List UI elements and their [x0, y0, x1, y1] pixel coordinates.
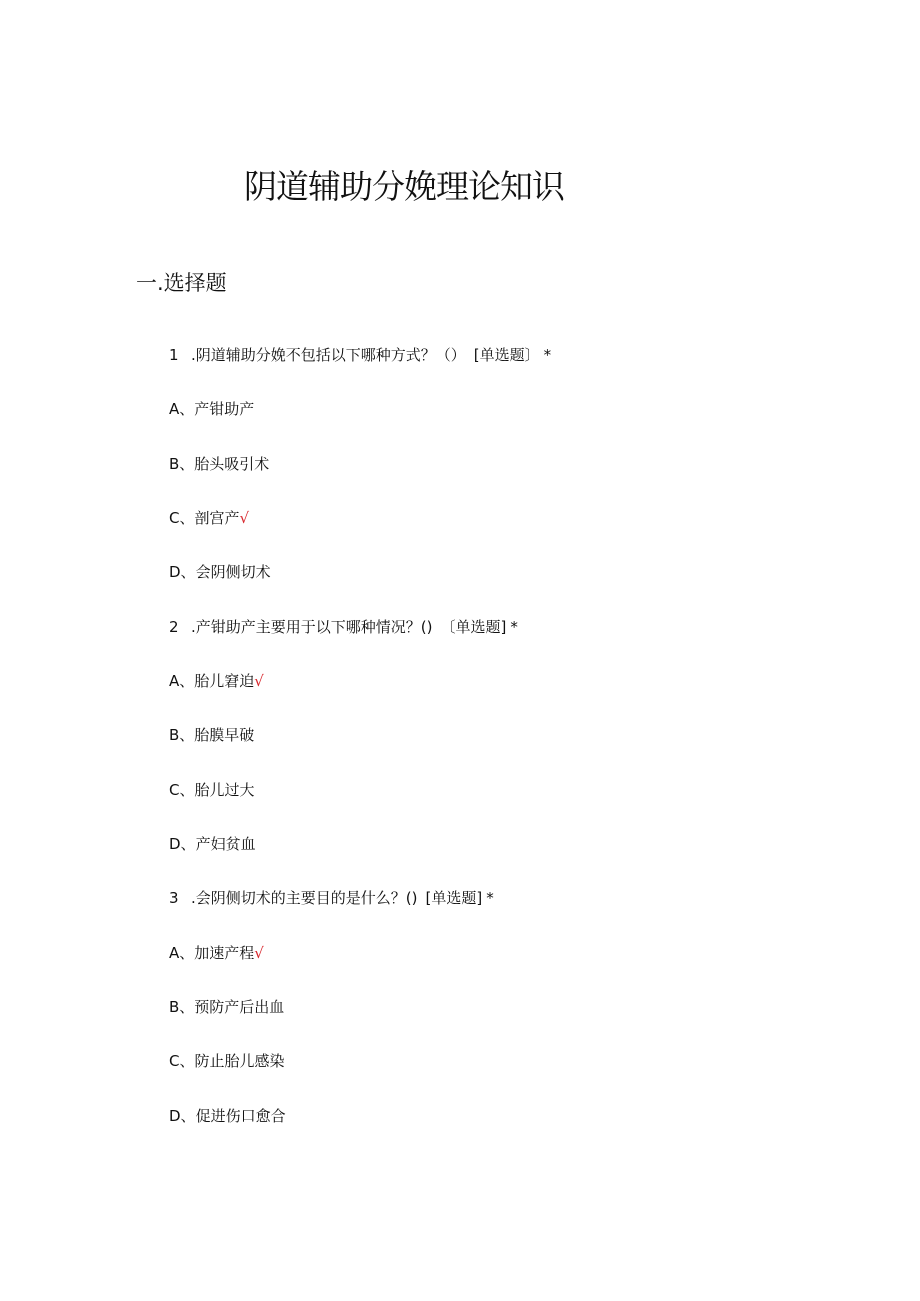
question-text: .会阴侧切术的主要目的是什么？(): [191, 889, 418, 907]
option-letter: B、: [169, 726, 195, 744]
option-text: 防止胎儿感染: [194, 1052, 285, 1070]
option-1-d: [169, 561, 271, 583]
option-text: 促进伤口愈合: [195, 1107, 286, 1125]
option-2-b: [169, 724, 254, 746]
question-type: [单选题]: [425, 889, 483, 907]
option-2-c: [169, 779, 255, 801]
question-type: 〔单选题]: [440, 618, 507, 636]
option-text: 剖宫产: [194, 509, 240, 527]
required-marker: *: [510, 618, 518, 636]
option-2-d: [169, 833, 256, 855]
option-3-b: [169, 996, 284, 1018]
option-1-c: [169, 507, 249, 529]
question-number: 1: [169, 346, 179, 364]
option-text: 会阴侧切术: [195, 563, 271, 581]
option-letter: B、: [169, 455, 195, 473]
required-marker: *: [486, 889, 494, 907]
option-text: 胎头吸引术: [194, 455, 270, 473]
option-letter: A、: [169, 944, 195, 962]
option-text: 胎儿过大: [194, 781, 255, 799]
question-1: [169, 344, 551, 366]
answer-check-mark: √: [254, 944, 264, 962]
option-letter: A、: [169, 672, 195, 690]
question-number: 2: [169, 618, 179, 636]
option-2-a: [169, 670, 264, 692]
question-number: 3: [169, 889, 179, 907]
option-1-b: [169, 453, 269, 475]
option-3-d: [169, 1105, 286, 1127]
option-letter: D、: [169, 1107, 196, 1125]
answer-check-mark: √: [239, 509, 250, 527]
option-letter: C、: [169, 781, 195, 799]
question-text: .阴道辅助分娩不包括以下哪种方式？（）: [191, 346, 466, 364]
option-text: 预防产后出血: [194, 998, 285, 1016]
option-letter: C、: [169, 509, 195, 527]
page-title: 阴道辅助分娩理论知识: [244, 167, 564, 206]
question-text: .产钳助产主要用于以下哪种情况？(): [191, 618, 433, 636]
option-1-a: [169, 398, 254, 420]
question-3: [169, 887, 494, 909]
answer-check-mark: √: [254, 672, 264, 690]
option-letter: A、: [169, 400, 195, 418]
question-2: [169, 616, 518, 638]
option-3-c: [169, 1050, 285, 1072]
option-text: 加速产程: [194, 944, 255, 962]
option-text: 胎儿窘迫: [194, 672, 255, 690]
option-text: 产钳助产: [194, 400, 255, 418]
option-text: 胎膜早破: [194, 726, 255, 744]
option-letter: C、: [169, 1052, 195, 1070]
section-title: 一.选择题: [136, 271, 227, 295]
option-letter: D、: [169, 563, 196, 581]
option-letter: D、: [169, 835, 196, 853]
required-marker: *: [543, 346, 552, 364]
question-type: [单选题〕: [473, 346, 540, 364]
option-text: 产妇贫血: [195, 835, 256, 853]
option-3-a: [169, 942, 264, 964]
option-letter: B、: [169, 998, 195, 1016]
